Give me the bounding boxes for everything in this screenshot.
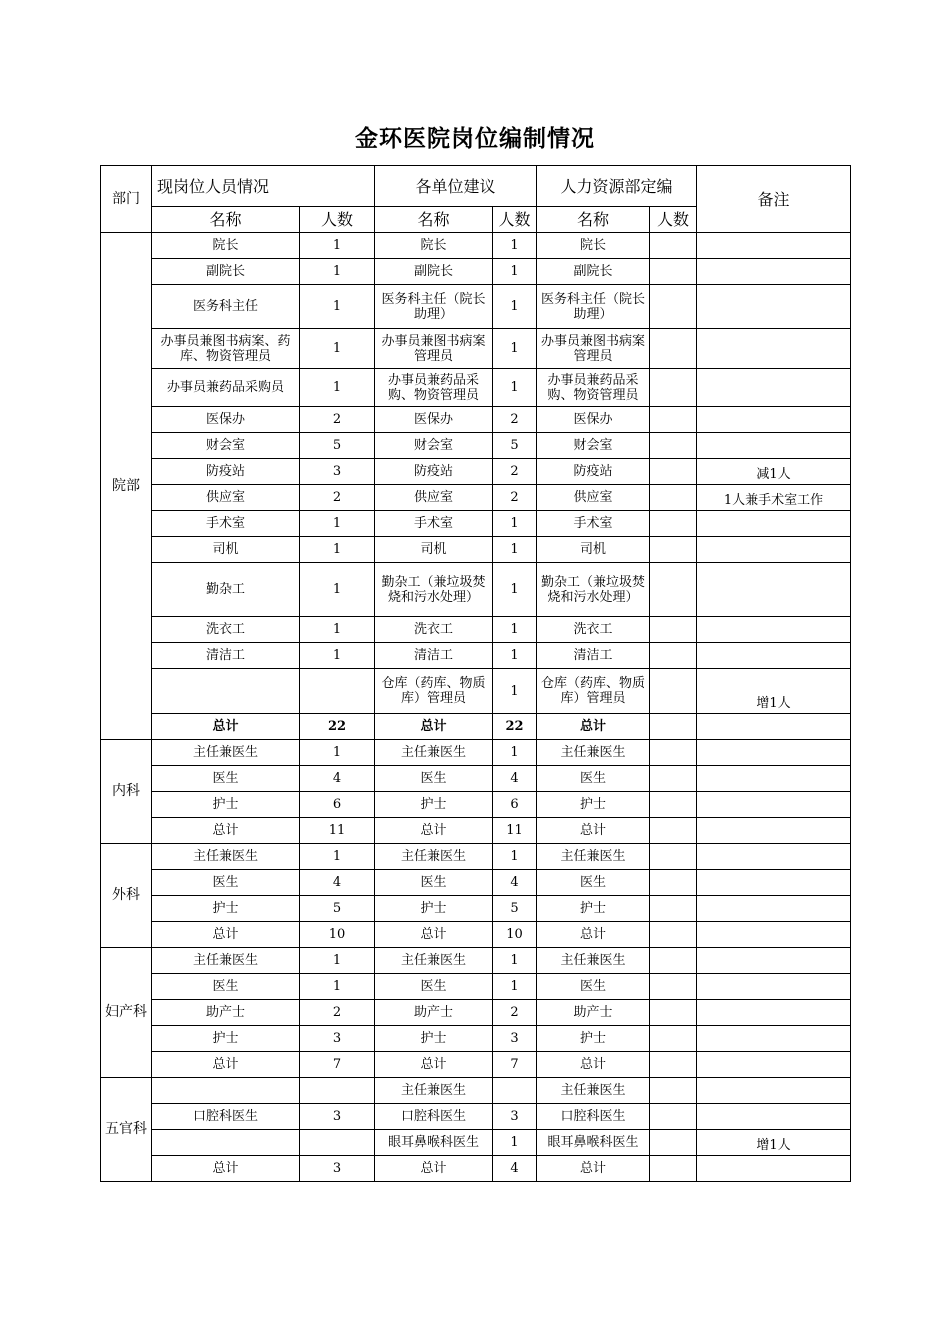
- cell-hr-name: 财会室: [537, 433, 650, 459]
- table-row: [101, 922, 851, 948]
- cell-hr-count: [650, 1156, 697, 1182]
- cell-hr-count: [650, 766, 697, 792]
- cell-current-name: 助产士: [152, 1000, 300, 1026]
- dept-cell: 妇产科: [101, 948, 152, 1078]
- cell-suggest-count: 2: [493, 1000, 537, 1026]
- cell-current-count: 4: [300, 766, 375, 792]
- cell-hr-count: [650, 818, 697, 844]
- cell-suggest-count: 6: [493, 792, 537, 818]
- header-cur-count: 人数: [300, 207, 375, 233]
- header-hr-name: 名称: [537, 207, 650, 233]
- cell-remark: [697, 433, 851, 459]
- cell-suggest-name: 总计: [375, 1156, 493, 1182]
- cell-hr-count: [650, 1078, 697, 1104]
- staffing-table: [100, 165, 851, 1182]
- table-row: [101, 1130, 851, 1156]
- cell-suggest-name: 仓库（药库、物质库）管理员: [375, 669, 493, 714]
- table-row: [101, 407, 851, 433]
- cell-suggest-name: 护士: [375, 792, 493, 818]
- cell-suggest-name: 护士: [375, 1026, 493, 1052]
- dept-cell: 五官科: [101, 1078, 152, 1182]
- cell-suggest-name: 医务科主任（院长助理）: [375, 285, 493, 329]
- header-hr: 人力资源部定编: [537, 166, 697, 207]
- cell-hr-count: [650, 714, 697, 740]
- cell-current-name: 口腔科医生: [152, 1104, 300, 1130]
- cell-hr-name: 总计: [537, 1052, 650, 1078]
- cell-current-name: 洗衣工: [152, 617, 300, 643]
- cell-remark: [697, 1104, 851, 1130]
- cell-hr-name: 助产士: [537, 1000, 650, 1026]
- cell-current-count: 11: [300, 818, 375, 844]
- cell-suggest-name: 医保办: [375, 407, 493, 433]
- cell-current-name: [152, 669, 300, 714]
- cell-hr-count: [650, 285, 697, 329]
- cell-suggest-name: 医生: [375, 974, 493, 1000]
- cell-current-count: 1: [300, 617, 375, 643]
- table-row: [101, 1026, 851, 1052]
- cell-hr-name: 办事员兼图书病案管理员: [537, 329, 650, 369]
- cell-suggest-count: 1: [493, 617, 537, 643]
- cell-hr-name: 总计: [537, 922, 650, 948]
- cell-current-name: 主任兼医生: [152, 740, 300, 766]
- cell-current-count: 1: [300, 948, 375, 974]
- cell-hr-count: [650, 617, 697, 643]
- cell-current-name: 医务科主任: [152, 285, 300, 329]
- cell-current-count: [300, 669, 375, 714]
- cell-remark: [697, 563, 851, 617]
- cell-suggest-name: 防疫站: [375, 459, 493, 485]
- cell-current-count: 1: [300, 259, 375, 285]
- cell-suggest-count: 2: [493, 485, 537, 511]
- cell-current-name: 财会室: [152, 433, 300, 459]
- cell-suggest-name: 护士: [375, 896, 493, 922]
- cell-hr-name: 院长: [537, 233, 650, 259]
- cell-current-name: 护士: [152, 896, 300, 922]
- cell-current-count: 1: [300, 974, 375, 1000]
- cell-current-name: 总计: [152, 1156, 300, 1182]
- cell-hr-count: [650, 922, 697, 948]
- cell-suggest-count: 1: [493, 563, 537, 617]
- cell-current-name: 手术室: [152, 511, 300, 537]
- table-row: [101, 818, 851, 844]
- cell-hr-name: 勤杂工（兼垃圾焚烧和污水处理）: [537, 563, 650, 617]
- cell-remark: [697, 792, 851, 818]
- cell-hr-name: 主任兼医生: [537, 1078, 650, 1104]
- cell-hr-count: [650, 669, 697, 714]
- table-row: [101, 669, 851, 714]
- cell-remark: [697, 740, 851, 766]
- cell-suggest-name: 助产士: [375, 1000, 493, 1026]
- cell-current-count: 6: [300, 792, 375, 818]
- cell-hr-count: [650, 563, 697, 617]
- cell-hr-count: [650, 329, 697, 369]
- cell-remark: [697, 233, 851, 259]
- cell-hr-count: [650, 896, 697, 922]
- cell-remark: [697, 643, 851, 669]
- cell-current-count: 1: [300, 233, 375, 259]
- cell-suggest-name: 总计: [375, 818, 493, 844]
- cell-current-name: [152, 1078, 300, 1104]
- table-row: [101, 511, 851, 537]
- cell-remark: [697, 870, 851, 896]
- header-hr-count: 人数: [650, 207, 697, 233]
- cell-hr-count: [650, 1052, 697, 1078]
- dept-cell: 内科: [101, 740, 152, 844]
- cell-current-count: [300, 1078, 375, 1104]
- cell-current-count: 2: [300, 407, 375, 433]
- cell-current-count: 7: [300, 1052, 375, 1078]
- cell-current-name: 总计: [152, 922, 300, 948]
- cell-suggest-count: 2: [493, 459, 537, 485]
- cell-current-count: [300, 1130, 375, 1156]
- cell-remark: [697, 1026, 851, 1052]
- cell-suggest-name: 总计: [375, 922, 493, 948]
- cell-current-name: 办事员兼图书病案、药库、物资管理员: [152, 329, 300, 369]
- cell-hr-name: 副院长: [537, 259, 650, 285]
- cell-suggest-name: 副院长: [375, 259, 493, 285]
- cell-current-count: 1: [300, 369, 375, 407]
- cell-suggest-name: 清洁工: [375, 643, 493, 669]
- cell-hr-count: [650, 1130, 697, 1156]
- cell-suggest-name: 勤杂工（兼垃圾焚烧和污水处理）: [375, 563, 493, 617]
- cell-remark: [697, 285, 851, 329]
- cell-current-name: 勤杂工: [152, 563, 300, 617]
- cell-current-name: 主任兼医生: [152, 844, 300, 870]
- cell-suggest-name: 供应室: [375, 485, 493, 511]
- cell-remark: 减1人: [697, 459, 851, 485]
- cell-suggest-count: [493, 1078, 537, 1104]
- cell-suggest-name: 财会室: [375, 433, 493, 459]
- cell-current-name: 清洁工: [152, 643, 300, 669]
- cell-remark: [697, 1052, 851, 1078]
- cell-hr-count: [650, 1026, 697, 1052]
- cell-current-name: 主任兼医生: [152, 948, 300, 974]
- header-sug-count: 人数: [493, 207, 537, 233]
- header-suggest: 各单位建议: [375, 166, 537, 207]
- cell-suggest-name: 洗衣工: [375, 617, 493, 643]
- header-current: 现岗位人员情况: [152, 166, 375, 207]
- cell-hr-count: [650, 233, 697, 259]
- cell-suggest-name: 办事员兼图书病案管理员: [375, 329, 493, 369]
- cell-suggest-count: 1: [493, 669, 537, 714]
- cell-hr-count: [650, 1104, 697, 1130]
- cell-current-count: 1: [300, 537, 375, 563]
- cell-suggest-count: 11: [493, 818, 537, 844]
- cell-suggest-count: 1: [493, 974, 537, 1000]
- cell-hr-count: [650, 459, 697, 485]
- table-row: [101, 369, 851, 407]
- cell-suggest-count: 7: [493, 1052, 537, 1078]
- table-row: [101, 740, 851, 766]
- cell-suggest-count: 4: [493, 766, 537, 792]
- table-row: [101, 844, 851, 870]
- cell-remark: [697, 407, 851, 433]
- cell-hr-name: 主任兼医生: [537, 948, 650, 974]
- cell-hr-count: [650, 485, 697, 511]
- cell-suggest-name: 主任兼医生: [375, 740, 493, 766]
- cell-suggest-name: 总计: [375, 714, 493, 740]
- cell-current-count: 2: [300, 1000, 375, 1026]
- cell-suggest-name: 司机: [375, 537, 493, 563]
- cell-suggest-count: 10: [493, 922, 537, 948]
- cell-hr-name: 医生: [537, 870, 650, 896]
- cell-suggest-name: 主任兼医生: [375, 948, 493, 974]
- cell-current-count: 1: [300, 643, 375, 669]
- table-row: [101, 433, 851, 459]
- cell-current-count: 3: [300, 459, 375, 485]
- cell-remark: [697, 329, 851, 369]
- cell-remark: 增1人: [697, 1130, 851, 1156]
- cell-current-count: 2: [300, 485, 375, 511]
- cell-current-count: 1: [300, 511, 375, 537]
- table-row: [101, 896, 851, 922]
- cell-current-name: 护士: [152, 1026, 300, 1052]
- cell-current-name: 护士: [152, 792, 300, 818]
- cell-hr-name: 总计: [537, 1156, 650, 1182]
- cell-hr-count: [650, 537, 697, 563]
- cell-hr-name: 护士: [537, 1026, 650, 1052]
- cell-current-name: 院长: [152, 233, 300, 259]
- cell-current-name: 医保办: [152, 407, 300, 433]
- table-row: [101, 948, 851, 974]
- cell-current-name: 医生: [152, 870, 300, 896]
- table-row: [101, 563, 851, 617]
- cell-remark: [697, 922, 851, 948]
- cell-current-count: 10: [300, 922, 375, 948]
- table-row: [101, 459, 851, 485]
- table-row: [101, 617, 851, 643]
- cell-current-count: 4: [300, 870, 375, 896]
- cell-current-name: [152, 1130, 300, 1156]
- cell-suggest-count: 4: [493, 870, 537, 896]
- header-remark: 备注: [697, 166, 851, 233]
- cell-hr-name: 总计: [537, 818, 650, 844]
- table-row: [101, 285, 851, 329]
- cell-hr-name: 司机: [537, 537, 650, 563]
- cell-suggest-name: 医生: [375, 870, 493, 896]
- cell-hr-count: [650, 407, 697, 433]
- cell-remark: [697, 1078, 851, 1104]
- table-row: [101, 1156, 851, 1182]
- cell-hr-name: 护士: [537, 792, 650, 818]
- cell-suggest-count: 1: [493, 844, 537, 870]
- cell-remark: [697, 818, 851, 844]
- cell-hr-count: [650, 1000, 697, 1026]
- cell-suggest-name: 总计: [375, 1052, 493, 1078]
- cell-remark: [697, 844, 851, 870]
- cell-hr-name: 眼耳鼻喉科医生: [537, 1130, 650, 1156]
- cell-remark: [697, 1156, 851, 1182]
- table-row: [101, 1104, 851, 1130]
- cell-suggest-count: 2: [493, 407, 537, 433]
- cell-current-name: 医生: [152, 974, 300, 1000]
- header-row-group: [101, 166, 851, 207]
- cell-remark: [697, 896, 851, 922]
- cell-hr-name: 供应室: [537, 485, 650, 511]
- cell-hr-name: 办事员兼药品采购、物资管理员: [537, 369, 650, 407]
- cell-current-name: 副院长: [152, 259, 300, 285]
- cell-hr-name: 护士: [537, 896, 650, 922]
- cell-suggest-count: 1: [493, 233, 537, 259]
- cell-hr-count: [650, 948, 697, 974]
- table-row: [101, 870, 851, 896]
- cell-current-count: 1: [300, 285, 375, 329]
- cell-hr-name: 主任兼医生: [537, 740, 650, 766]
- cell-suggest-name: 院长: [375, 233, 493, 259]
- page-title: 金环医院岗位编制情况: [355, 125, 595, 152]
- cell-suggest-count: 1: [493, 511, 537, 537]
- cell-suggest-count: 5: [493, 896, 537, 922]
- cell-suggest-count: 5: [493, 433, 537, 459]
- cell-hr-name: 洗衣工: [537, 617, 650, 643]
- cell-suggest-name: 医生: [375, 766, 493, 792]
- cell-hr-name: 总计: [537, 714, 650, 740]
- cell-hr-count: [650, 643, 697, 669]
- table-row: [101, 974, 851, 1000]
- cell-hr-name: 医生: [537, 974, 650, 1000]
- cell-current-name: 司机: [152, 537, 300, 563]
- cell-suggest-name: 眼耳鼻喉科医生: [375, 1130, 493, 1156]
- header-sug-name: 名称: [375, 207, 493, 233]
- cell-remark: [697, 537, 851, 563]
- cell-hr-name: 清洁工: [537, 643, 650, 669]
- cell-suggest-count: 1: [493, 369, 537, 407]
- cell-current-count: 22: [300, 714, 375, 740]
- cell-remark: [697, 1000, 851, 1026]
- dept-cell: 外科: [101, 844, 152, 948]
- cell-hr-name: 医生: [537, 766, 650, 792]
- cell-hr-name: 主任兼医生: [537, 844, 650, 870]
- cell-remark: [697, 369, 851, 407]
- cell-remark: [697, 766, 851, 792]
- table-row: [101, 329, 851, 369]
- cell-suggest-count: 1: [493, 643, 537, 669]
- cell-hr-name: 医务科主任（院长助理）: [537, 285, 650, 329]
- cell-remark: [697, 714, 851, 740]
- cell-remark: 1人兼手术室工作: [697, 485, 851, 511]
- cell-remark: [697, 974, 851, 1000]
- cell-hr-name: 手术室: [537, 511, 650, 537]
- cell-hr-count: [650, 511, 697, 537]
- cell-remark: [697, 259, 851, 285]
- cell-suggest-name: 办事员兼药品采购、物资管理员: [375, 369, 493, 407]
- cell-current-name: 总计: [152, 818, 300, 844]
- dept-cell: 院部: [101, 233, 152, 740]
- cell-current-count: 3: [300, 1104, 375, 1130]
- cell-suggest-count: 1: [493, 537, 537, 563]
- cell-suggest-name: 口腔科医生: [375, 1104, 493, 1130]
- cell-current-name: 医生: [152, 766, 300, 792]
- table-row: [101, 1078, 851, 1104]
- table-body: [101, 233, 851, 1182]
- table-row: [101, 485, 851, 511]
- cell-current-name: 总计: [152, 1052, 300, 1078]
- cell-suggest-count: 1: [493, 740, 537, 766]
- header-cur-name: 名称: [152, 207, 300, 233]
- cell-suggest-count: 4: [493, 1156, 537, 1182]
- cell-hr-count: [650, 433, 697, 459]
- cell-hr-count: [650, 844, 697, 870]
- cell-suggest-count: 3: [493, 1026, 537, 1052]
- cell-current-count: 1: [300, 329, 375, 369]
- cell-suggest-name: 手术室: [375, 511, 493, 537]
- cell-hr-name: 口腔科医生: [537, 1104, 650, 1130]
- cell-suggest-count: 22: [493, 714, 537, 740]
- table-row: [101, 766, 851, 792]
- cell-suggest-count: 1: [493, 259, 537, 285]
- table-row: [101, 233, 851, 259]
- cell-hr-count: [650, 792, 697, 818]
- cell-current-name: 办事员兼药品采购员: [152, 369, 300, 407]
- cell-remark: [697, 617, 851, 643]
- cell-current-name: 总计: [152, 714, 300, 740]
- cell-remark: [697, 511, 851, 537]
- table-row: [101, 714, 851, 740]
- cell-current-count: 3: [300, 1026, 375, 1052]
- table-row: [101, 1052, 851, 1078]
- cell-current-count: 5: [300, 896, 375, 922]
- cell-hr-count: [650, 740, 697, 766]
- cell-hr-count: [650, 870, 697, 896]
- cell-current-count: 5: [300, 433, 375, 459]
- table-row: [101, 537, 851, 563]
- table-row: [101, 259, 851, 285]
- cell-current-name: 供应室: [152, 485, 300, 511]
- cell-remark: 增1人: [697, 669, 851, 714]
- cell-suggest-name: 主任兼医生: [375, 844, 493, 870]
- cell-hr-count: [650, 259, 697, 285]
- cell-current-count: 1: [300, 563, 375, 617]
- cell-hr-count: [650, 974, 697, 1000]
- header-dept: 部门: [101, 166, 152, 233]
- cell-remark: [697, 948, 851, 974]
- cell-hr-name: 防疫站: [537, 459, 650, 485]
- cell-hr-name: 仓库（药库、物质库）管理员: [537, 669, 650, 714]
- table-row: [101, 1000, 851, 1026]
- cell-suggest-count: 1: [493, 285, 537, 329]
- cell-hr-name: 医保办: [537, 407, 650, 433]
- cell-current-name: 防疫站: [152, 459, 300, 485]
- cell-suggest-name: 主任兼医生: [375, 1078, 493, 1104]
- table-row: [101, 643, 851, 669]
- cell-current-count: 1: [300, 844, 375, 870]
- table-row: [101, 792, 851, 818]
- cell-suggest-count: 3: [493, 1104, 537, 1130]
- cell-hr-count: [650, 369, 697, 407]
- cell-suggest-count: 1: [493, 1130, 537, 1156]
- cell-current-count: 1: [300, 740, 375, 766]
- cell-suggest-count: 1: [493, 948, 537, 974]
- cell-suggest-count: 1: [493, 329, 537, 369]
- cell-current-count: 3: [300, 1156, 375, 1182]
